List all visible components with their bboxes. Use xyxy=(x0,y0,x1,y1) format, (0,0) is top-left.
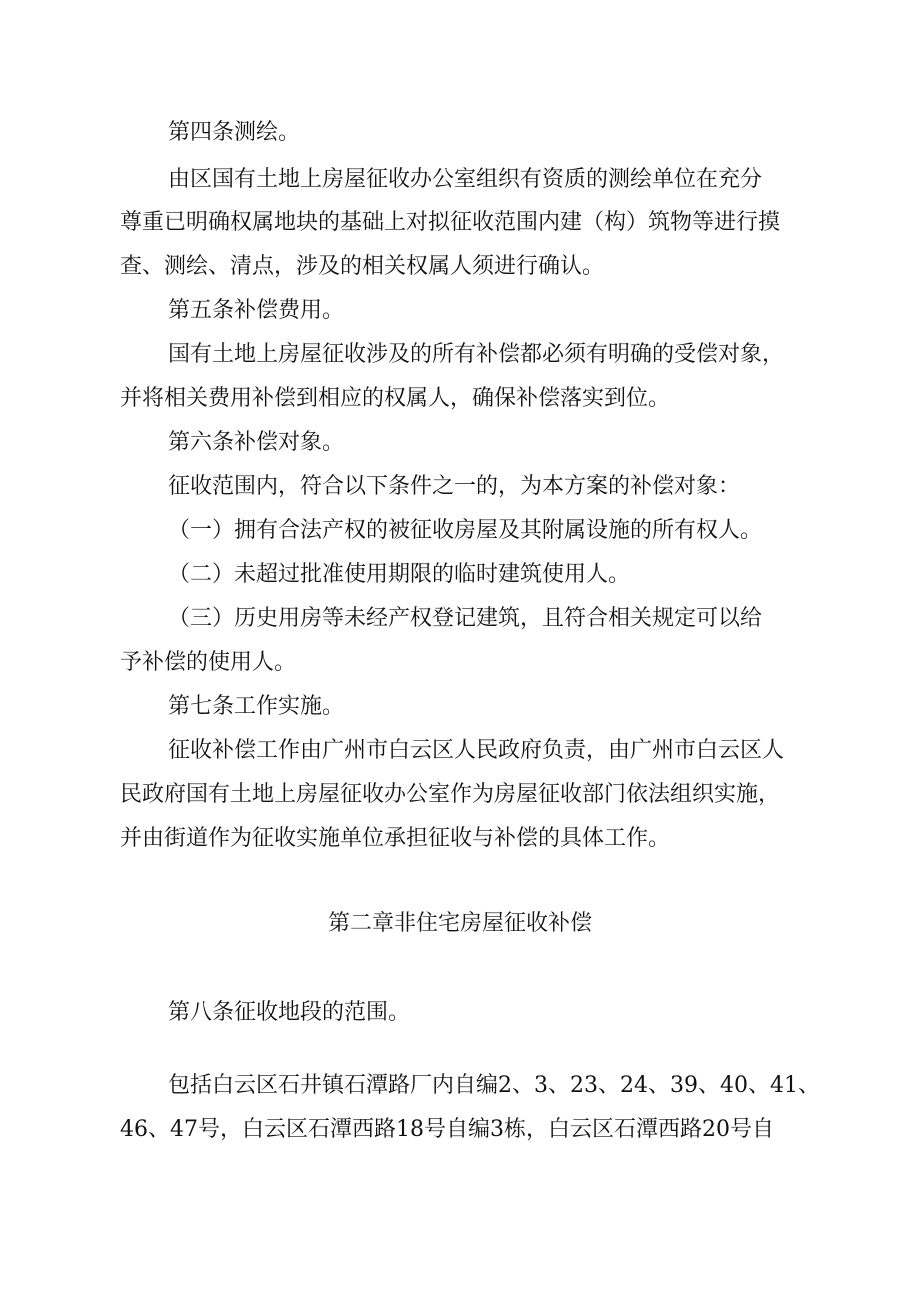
article-7-body-line-1: 征收补偿工作由广州市白云区人民政府负责，由广州市白云区人 xyxy=(168,738,785,763)
article-5-body-line-1: 国有土地上房屋征收涉及的所有补偿都必须有明确的受偿对象， xyxy=(168,342,785,367)
article-8-body-line-2: 46、47号，白云区石潭西路18号自编3栋，白云区石潭西路20号自 xyxy=(120,1117,774,1142)
article-6-item-3-line-2: 予补偿的使用人。 xyxy=(120,650,297,675)
article-7-title: 第七条工作实施。 xyxy=(168,694,345,719)
article-5-body-line-2: 并将相关费用补偿到相应的权属人，确保补偿落实到位。 xyxy=(120,386,671,411)
article-8-body-line-1: 包括白云区石井镇石潭路厂内自编2、3、23、24、39、40、41、 xyxy=(168,1073,820,1098)
article-6-item-2: （二）未超过批准使用期限的临时建筑使用人。 xyxy=(168,562,631,587)
article-5-title: 第五条补偿费用。 xyxy=(168,298,345,323)
article-4-body-line-3: 查、测绘、清点，涉及的相关权属人须进行确认。 xyxy=(120,254,605,279)
article-6-item-3-line-1: （三）历史用房等未经产权登记建筑，且符合相关规定可以给 xyxy=(168,606,763,631)
article-4-body-line-2: 尊重已明确权属地块的基础上对拟征收范围内建（构）筑物等进行摸 xyxy=(120,210,781,235)
article-7-body-line-3: 并由街道作为征收实施单位承担征收与补偿的具体工作。 xyxy=(120,826,671,851)
article-7-body-line-2: 民政府国有土地上房屋征收办公室作为房屋征收部门依法组织实施， xyxy=(120,782,781,807)
article-4-body-line-1: 由区国有土地上房屋征收办公室组织有资质的测绘单位在充分 xyxy=(168,167,763,192)
chapter-2-heading: 第二章非住宅房屋征收补偿 xyxy=(327,911,592,936)
article-6-body-intro: 征收范围内，符合以下条件之一的，为本方案的补偿对象： xyxy=(168,474,741,499)
article-6-title: 第六条补偿对象。 xyxy=(168,430,345,455)
article-6-item-1: （一）拥有合法产权的被征收房屋及其附属设施的所有权人。 xyxy=(168,518,763,543)
article-8-title: 第八条征收地段的范围。 xyxy=(168,1000,411,1025)
article-4-title: 第四条测绘。 xyxy=(168,120,301,145)
